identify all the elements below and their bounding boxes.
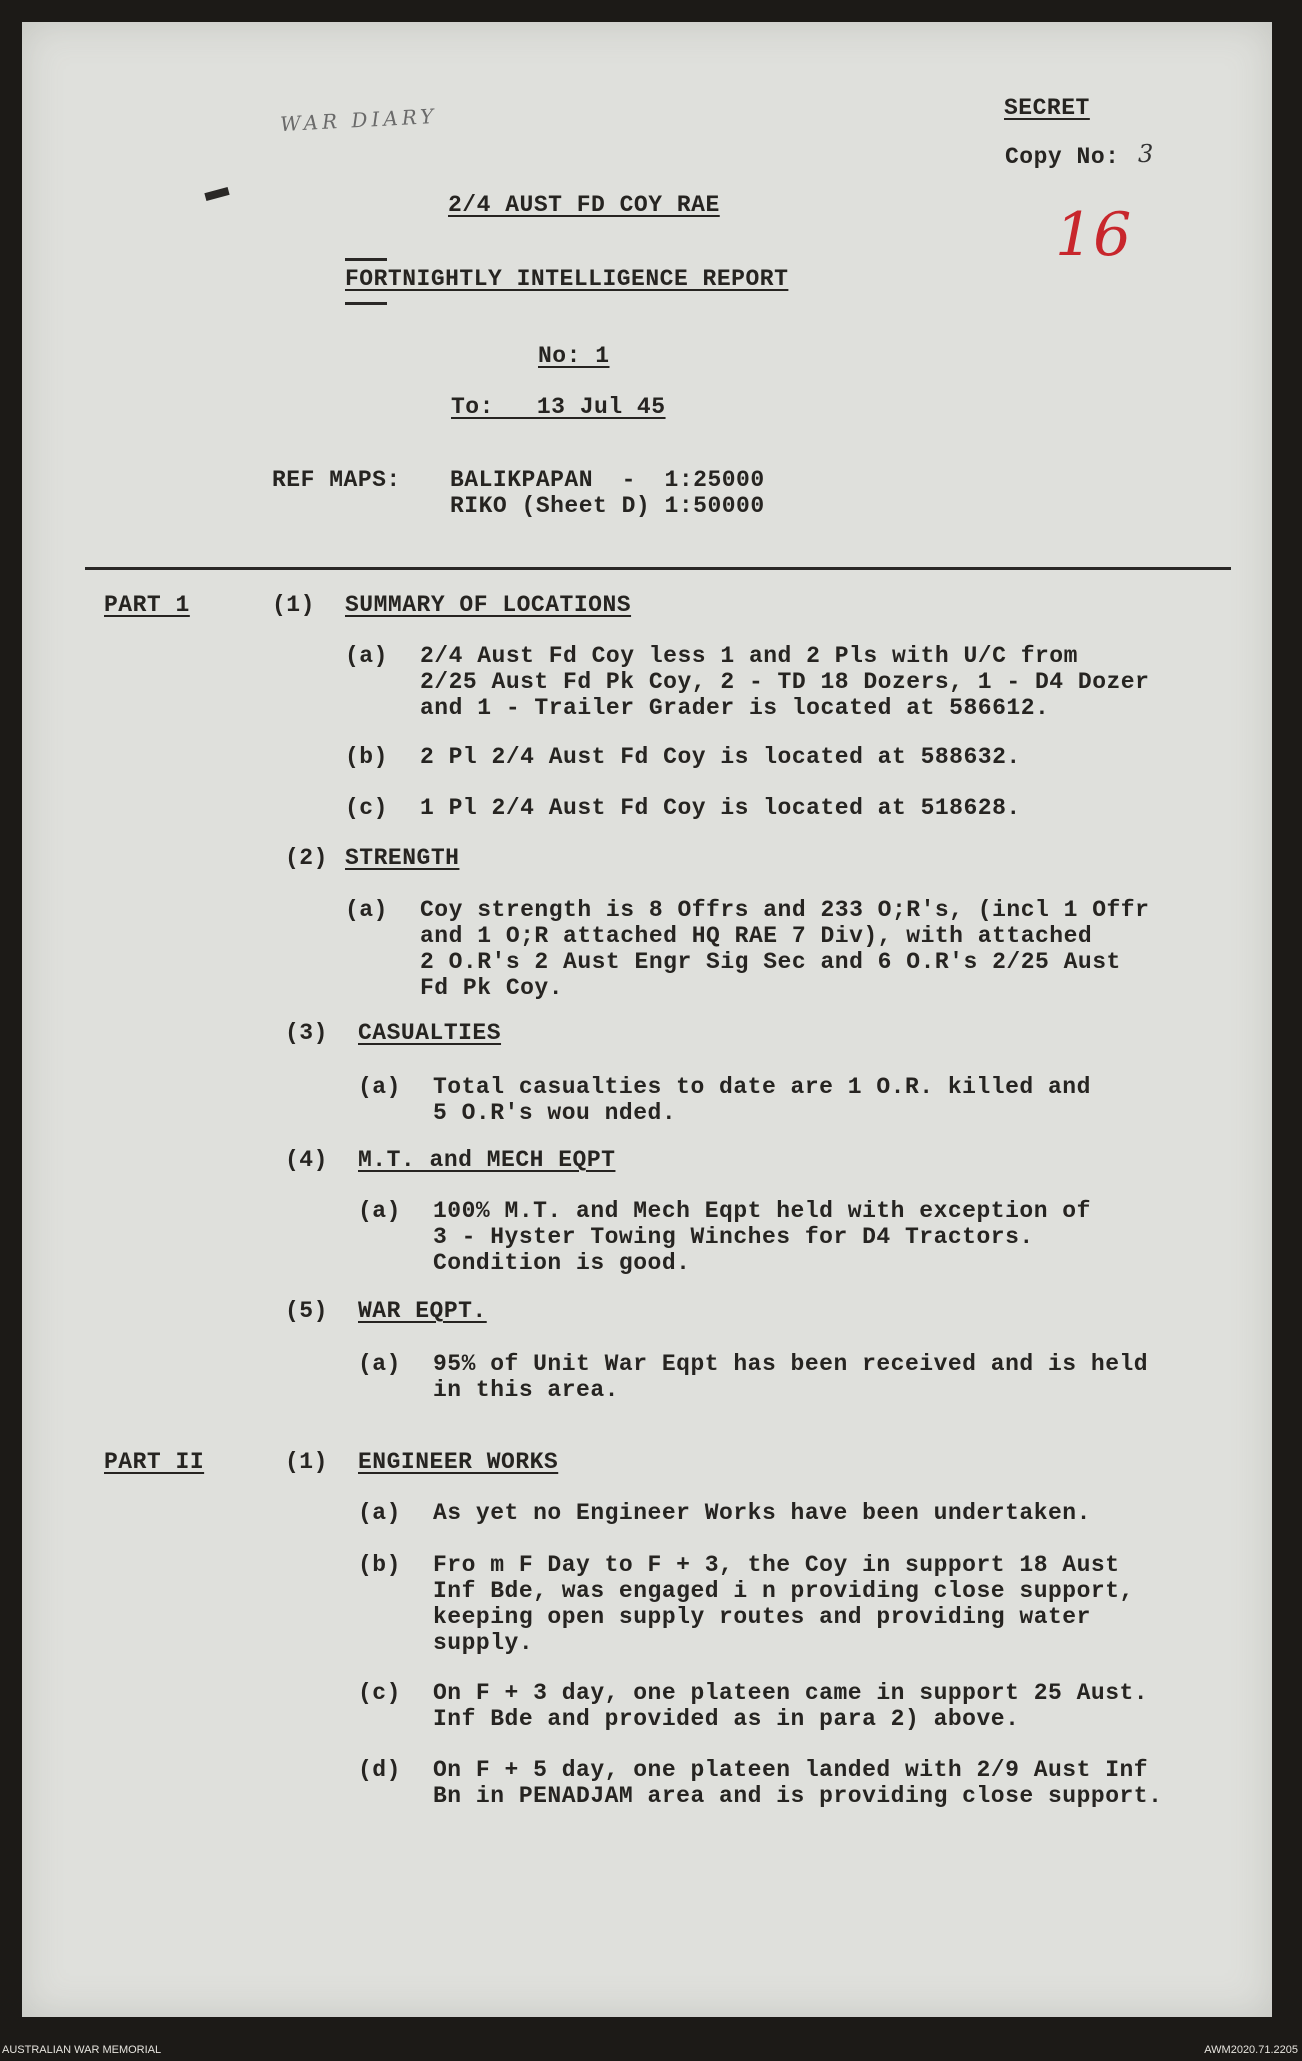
item-line: Fro m F Day to F + 3, the Coy in support 18 Aust	[433, 1552, 1120, 1578]
item-label: (a)	[358, 1351, 401, 1377]
item-line: 100% M.T. and Mech Eqpt held with exception of	[433, 1198, 1091, 1224]
section-number: (2)	[285, 845, 328, 871]
part-2-label: PART II	[104, 1449, 205, 1475]
item-label: (c)	[358, 1680, 401, 1706]
footer-credit: AUSTRALIAN WAR MEMORIAL	[2, 2044, 162, 2056]
item-label: (a)	[345, 643, 388, 669]
item-label: (a)	[345, 897, 388, 923]
section-heading: CASUALTIES	[358, 1020, 502, 1046]
copy-number-label: Copy No:	[1005, 144, 1120, 170]
section-heading: M.T. and MECH EQPT	[358, 1147, 616, 1173]
ref-map-line: RIKO (Sheet D) 1:50000	[450, 493, 765, 519]
ref-map-line: BALIKPAPAN - 1:25000	[450, 467, 765, 493]
item-line: 5 O.R's wou nded.	[433, 1100, 677, 1126]
item-line: 2 Pl 2/4 Aust Fd Coy is located at 588632.	[420, 744, 1021, 770]
section-number: (4)	[285, 1147, 328, 1173]
item-line: 2/4 Aust Fd Coy less 1 and 2 Pls with U/C from	[420, 643, 1078, 669]
item-line: Inf Bde and provided as in para 2) above.	[433, 1706, 1020, 1732]
item-line: As yet no Engineer Works have been undertaken.	[433, 1500, 1091, 1526]
item-line: 2/25 Aust Fd Pk Coy, 2 - TD 18 Dozers, 1 - D4 Dozer	[420, 669, 1150, 695]
item-line: Condition is good.	[433, 1250, 691, 1276]
item-line: On F + 3 day, one plateen came in support 25 Aust.	[433, 1680, 1149, 1706]
item-line: Fd Pk Coy.	[420, 975, 564, 1001]
underline-mark	[345, 258, 387, 261]
section-number: (1)	[272, 592, 315, 618]
section-heading: WAR EQPT.	[358, 1298, 487, 1324]
item-line: Inf Bde, was engaged i n providing close support,	[433, 1578, 1134, 1604]
secret-stamp: SECRET	[1004, 95, 1090, 121]
underline-mark	[345, 302, 387, 305]
item-label: (d)	[358, 1757, 401, 1783]
item-label: (c)	[345, 795, 388, 821]
item-line: in this area.	[433, 1377, 619, 1403]
item-line: 3 - Hyster Towing Winches for D4 Tractors.	[433, 1224, 1034, 1250]
item-line: Coy strength is 8 Offrs and 233 O;R's, (incl 1 Offr	[420, 897, 1150, 923]
item-line: and 1 O;R attached HQ RAE 7 Div), with attached	[420, 923, 1093, 949]
item-label: (a)	[358, 1074, 401, 1100]
item-label: (a)	[358, 1500, 401, 1526]
item-label: (b)	[345, 744, 388, 770]
item-label: (a)	[358, 1198, 401, 1224]
item-line: supply.	[433, 1630, 534, 1656]
item-line: and 1 - Trailer Grader is located at 586612.	[420, 695, 1050, 721]
handwritten-war-diary: WAR DIARY	[279, 103, 438, 137]
section-heading: SUMMARY OF LOCATIONS	[345, 592, 632, 618]
item-line: Bn in PENADJAM area and is providing close support.	[433, 1783, 1163, 1809]
section-number: (3)	[285, 1020, 328, 1046]
footer-accession-number: AWM2020.71.2205	[1204, 2044, 1298, 2056]
report-title: FORTNIGHTLY INTELLIGENCE REPORT	[345, 266, 789, 292]
item-label: (b)	[358, 1552, 401, 1578]
section-heading: ENGINEER WORKS	[358, 1449, 559, 1475]
report-date: To: 13 Jul 45	[451, 394, 666, 420]
item-line: 1 Pl 2/4 Aust Fd Coy is located at 518628.	[420, 795, 1021, 821]
item-line: On F + 5 day, one plateen landed with 2/9 Aust Inf	[433, 1757, 1149, 1783]
section-number: (1)	[285, 1449, 328, 1475]
item-line: 2 O.R's 2 Aust Engr Sig Sec and 6 O.R's 2/25 Aust	[420, 949, 1121, 975]
item-line: Total casualties to date are 1 O.R. killed and	[433, 1074, 1091, 1100]
handwritten-folio-number: 16	[1055, 200, 1132, 270]
item-line: keeping open supply routes and providing water	[433, 1604, 1091, 1630]
report-number: No: 1	[538, 343, 610, 369]
handwritten-copy-number: 3	[1138, 140, 1154, 168]
item-line: 95% of Unit War Eqpt has been received and is held	[433, 1351, 1149, 1377]
horizontal-rule	[85, 567, 1231, 570]
ref-maps-label: REF MAPS:	[272, 467, 401, 493]
unit-title: 2/4 AUST FD COY RAE	[448, 192, 720, 218]
section-number: (5)	[285, 1298, 328, 1324]
section-heading: STRENGTH	[345, 845, 460, 871]
part-1-label: PART 1	[104, 592, 190, 618]
